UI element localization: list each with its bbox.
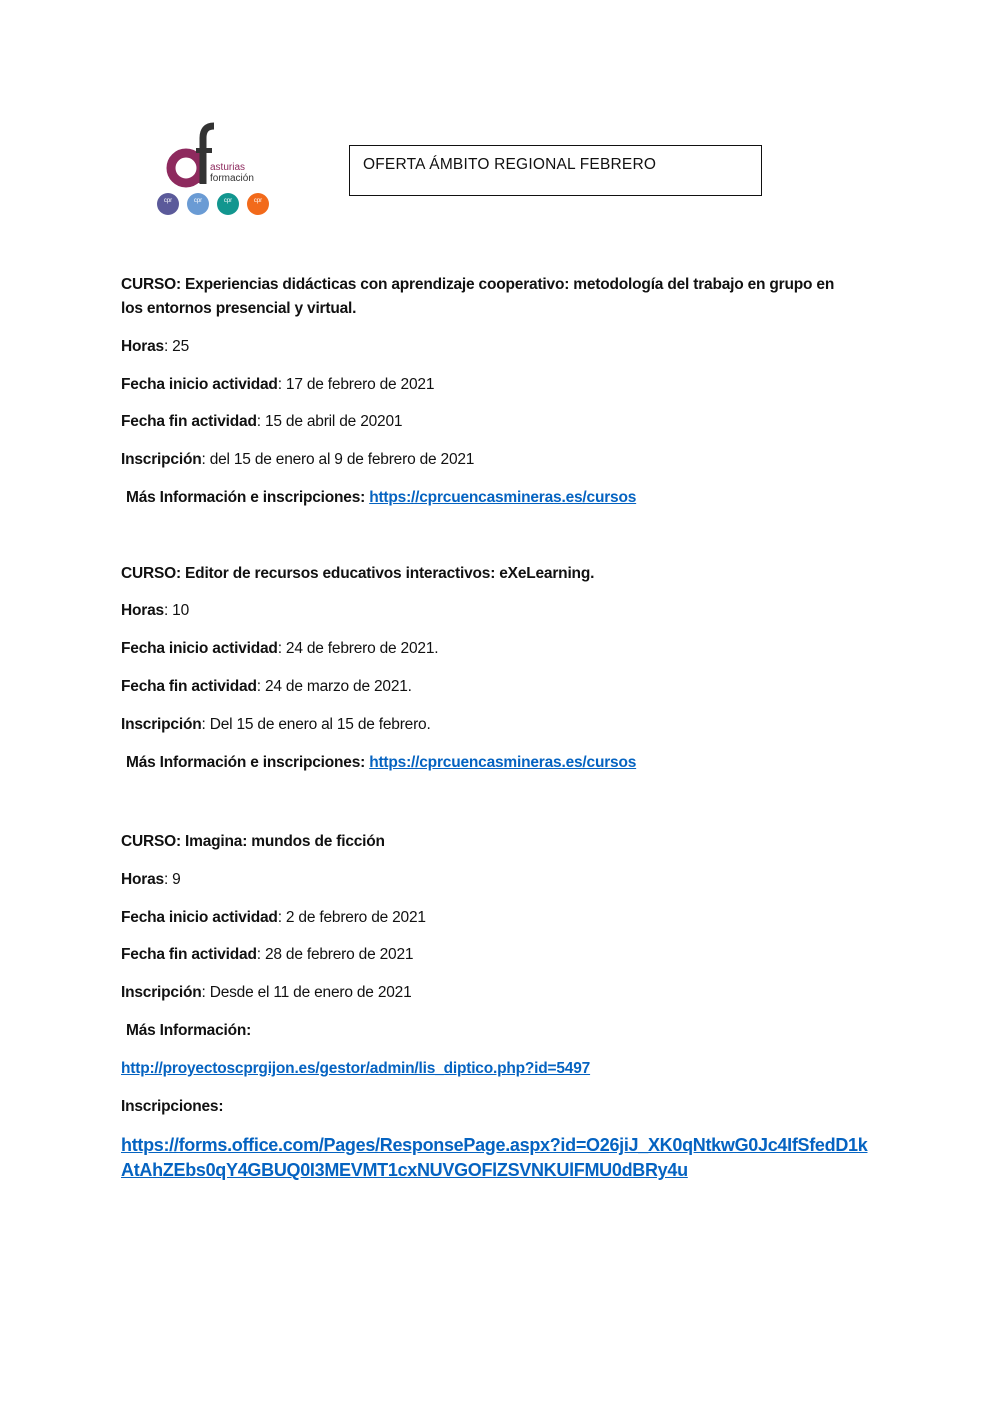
course-3-registration-link-line1 — [121, 1133, 867, 1158]
svg-text:formación: formación — [210, 173, 254, 184]
course-1-hours: Horas: 25 — [121, 338, 189, 355]
document-title: OFERTA ÁMBITO REGIONAL FEBRERO — [363, 156, 657, 173]
course-3-registration-link[interactable]: https://forms.office.com/Pages/ResponsePage.aspx?id=O26jiJ_XK0qNtkwG0Jc4IfSfedD1k — [121, 1135, 868, 1155]
course-2-info-link[interactable]: https://cprcuencasmineras.es/cursos — [369, 754, 637, 771]
course-2-info: Más Información e inscripciones: https://cprcuencasmineras.es/cursos — [126, 754, 637, 771]
svg-text:cpr: cpr — [253, 198, 263, 204]
course-3-registration-link-cont[interactable]: AtAhZEbs0qY4GBUQ0I3MEVMT1cxNUVGOFlZSVNKUlFMU0dBRy4u — [121, 1160, 688, 1180]
course-1-registration: Inscripción: del 15 de enero al 9 de febrero de 2021 — [121, 451, 475, 468]
course-2-hours: Horas: 10 — [121, 602, 189, 619]
course-3-registration-link-line2 — [121, 1158, 688, 1183]
course-2-start: Fecha inicio actividad: 24 de febrero de 2021. — [121, 640, 439, 657]
svg-text:cpr: cpr — [223, 198, 233, 204]
course-3-registration: Inscripción: Desde el 11 de enero de 2021 — [121, 984, 412, 1001]
course-3-registrations-label: Inscripciones: — [121, 1098, 224, 1115]
course-3-hours: Horas: 9 — [121, 871, 181, 888]
course-3-info-label: Más Información: — [126, 1022, 252, 1039]
course-3-title: CURSO: Imagina: mundos de ficción — [121, 833, 385, 850]
course-2-title: CURSO: Editor de recursos educativos interactivos: eXeLearning. — [121, 565, 595, 582]
course-1-info-link[interactable]: https://cprcuencasmineras.es/cursos — [369, 489, 637, 506]
course-3-end: Fecha fin actividad: 28 de febrero de 2021 — [121, 946, 414, 963]
course-1-title-cont: los entornos presencial y virtual. — [121, 300, 357, 317]
course-3-info-link[interactable]: http://proyectoscprgijon.es/gestor/admin/lis_diptico.php?id=5497 — [121, 1060, 591, 1077]
title-box — [349, 145, 762, 196]
svg-text:cpr: cpr — [193, 198, 203, 204]
course-1-title: CURSO: Experiencias didácticas con aprendizaje cooperativo: metodología del trabajo en grupo en — [121, 276, 835, 293]
asturias-formacion-logo — [150, 118, 280, 223]
course-1-info: Más Información e inscripciones: https://cprcuencasmineras.es/cursos — [126, 489, 637, 506]
course-2-end: Fecha fin actividad: 24 de marzo de 2021. — [121, 678, 412, 695]
svg-text:cpr: cpr — [163, 198, 173, 204]
svg-text:asturias: asturias — [210, 162, 246, 173]
course-3-info — [121, 1059, 590, 1079]
course-3-start: Fecha inicio actividad: 2 de febrero de 2021 — [121, 909, 426, 926]
course-2-registration: Inscripción: Del 15 de enero al 15 de febrero. — [121, 716, 431, 733]
course-1-end: Fecha fin actividad: 15 de abril de 20201 — [121, 413, 403, 430]
course-1-start: Fecha inicio actividad: 17 de febrero de 2021 — [121, 376, 435, 393]
